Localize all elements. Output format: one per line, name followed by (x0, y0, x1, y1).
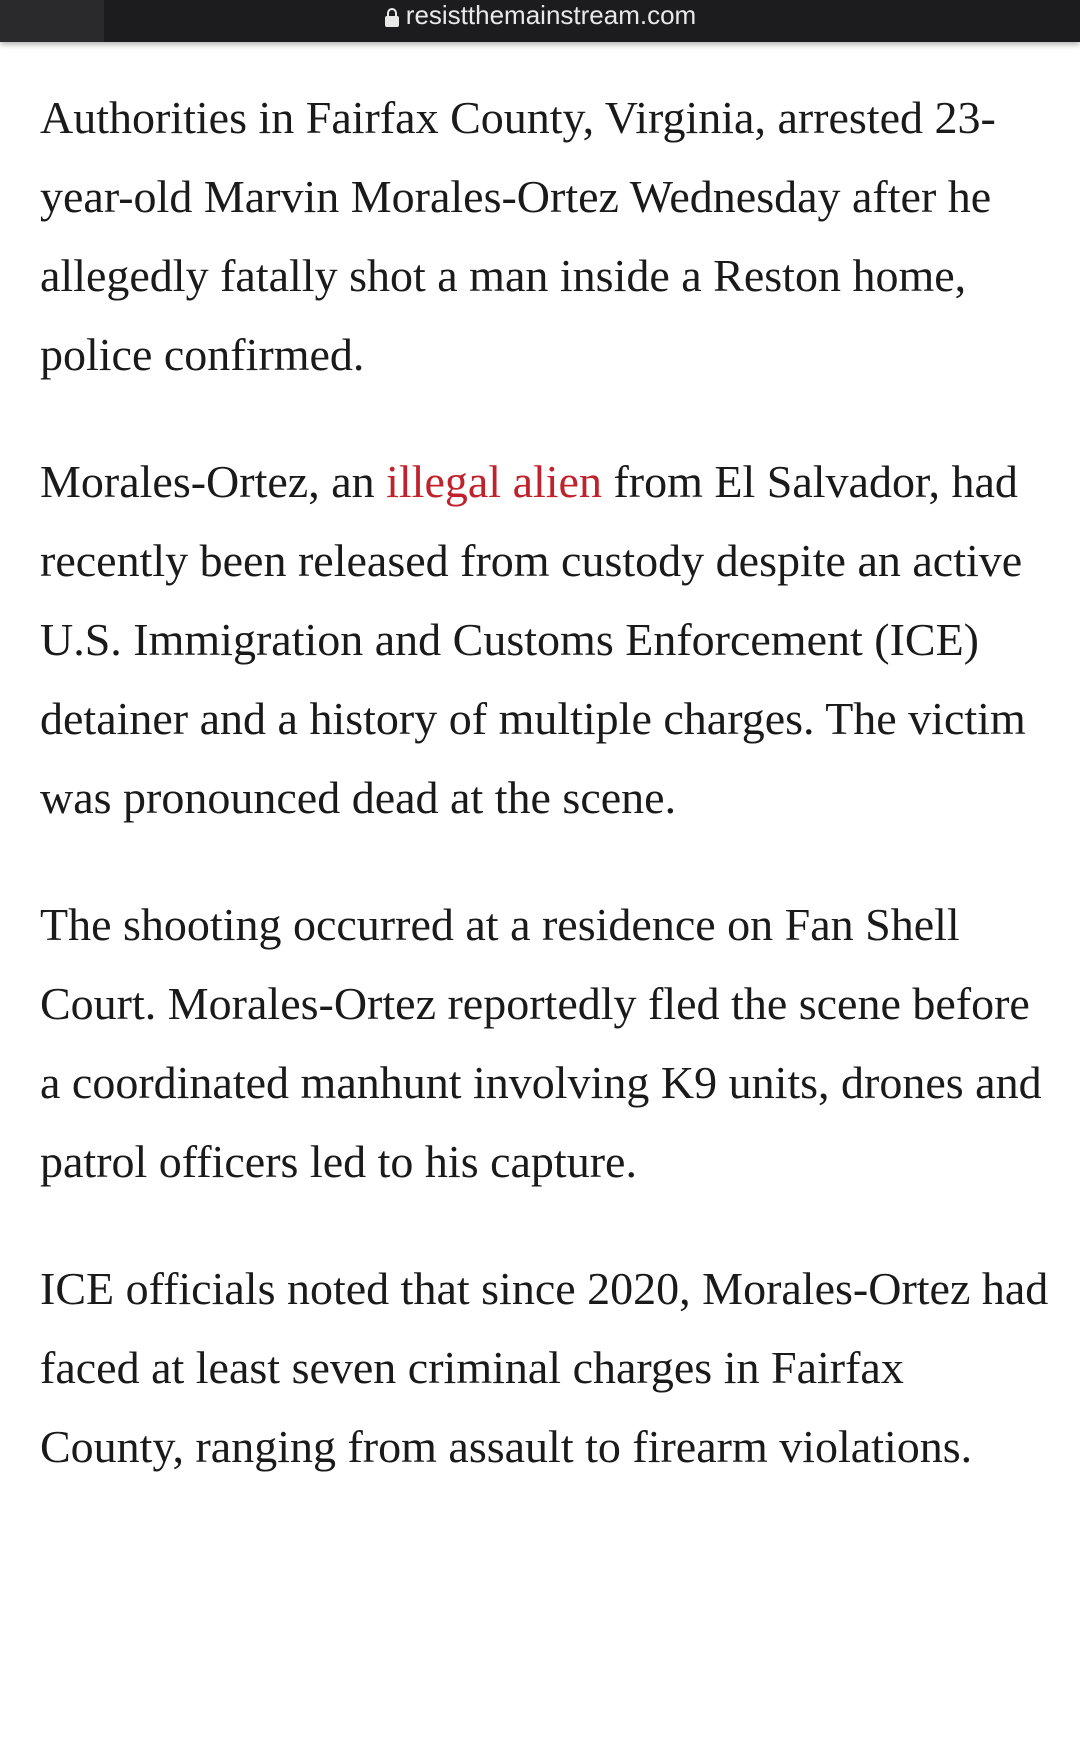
address-display[interactable] (0, 0, 1080, 30)
paragraph-text: Morales-Ortez, an (40, 456, 387, 507)
paragraph-text: from El Salvador, had recently been released from custody despite an active U.S. Immigration and Customs Enforcement (ICE) detainer and a history of multiple charges. The victim was pronounced dead at the scene. (40, 456, 1026, 823)
lock-icon (384, 5, 400, 25)
illegal-alien-link[interactable]: illegal alien (386, 456, 602, 507)
url-text: resistthemainstream.com (405, 0, 697, 30)
browser-url-bar[interactable] (0, 0, 1080, 42)
article-paragraph-3: The shooting occurred at a residence on Fan Shell Court. Morales-Ortez reportedly fled the scene before a coordinated manhunt involving K9 units, drones and patrol officers led to his capture. (40, 899, 1042, 1187)
article-paragraph-2 (40, 442, 1050, 837)
article-body (40, 78, 1050, 1534)
article-paragraph-4: ICE officials noted that since 2020, Morales-Ortez had faced at least seven criminal charges in Fairfax County, ranging from assault to firearm violations. (40, 1263, 1049, 1472)
article-paragraph-1: Authorities in Fairfax County, Virginia, arrested 23-year-old Marvin Morales-Ortez Wednesday after he allegedly fatally shot a man inside a Reston home, police confirmed. (40, 92, 996, 380)
